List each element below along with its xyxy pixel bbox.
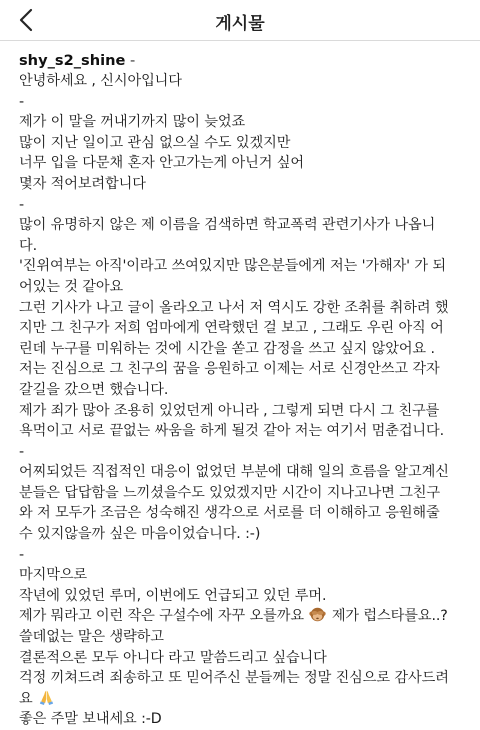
caption-line: 제가 죄가 많아 조용히 있었던게 아니라 , 그렇게 되면 다시 그 친구를 bbox=[19, 402, 440, 419]
caption-line: 작년에 있었던 루머, 이번에도 언급되고 있던 루머. bbox=[19, 587, 327, 604]
caption-text: 제가 럽스타를요..? bbox=[331, 608, 448, 625]
caption-line: 제가 이 말을 꺼내기까지 많이 늦었죠 bbox=[19, 114, 246, 131]
page-title: 게시물 bbox=[215, 14, 265, 34]
caption-line: 욕먹이고 서로 끝없는 싸움을 하게 될것 같아 저는 여기서 멈춘겁니다. bbox=[19, 423, 445, 440]
username-link[interactable]: shy_s2_shine bbox=[19, 52, 126, 69]
caption-line: 다. bbox=[19, 237, 38, 254]
caption-line: 많이 지난 일이고 관심 없으실 수도 있겠지만 bbox=[19, 134, 291, 151]
caption-line: 너무 입을 다문채 혼자 안고가는게 아닌거 싶어 bbox=[19, 155, 304, 172]
caption-line: 몇자 적어보려합니다 bbox=[19, 175, 146, 192]
author-separator: - bbox=[130, 52, 136, 69]
caption-line: 마지막으로 bbox=[19, 567, 88, 584]
caption-line: 많이 유명하지 않은 제 이름을 검색하면 학교폭력 관련기사가 나옵니 bbox=[19, 217, 436, 234]
caption-line-with-emoji bbox=[19, 606, 469, 627]
caption-line: 안녕하세요 , 신시아입니다 bbox=[19, 73, 182, 89]
caption-line: 쓸데없는 말은 생략하고 bbox=[19, 629, 164, 646]
caption-line: 수 있지않을까 싶은 마음이었습니다. :-) bbox=[19, 526, 261, 543]
caption-line: 분들은 답답함을 느끼셨을수도 있었겠지만 시간이 지나고나면 그친구 bbox=[19, 484, 441, 501]
caption-line: 어찌되었든 직접적인 대응이 없었던 부분에 대해 일의 흐름을 알고계신 bbox=[19, 464, 449, 481]
caption-line: 와 저 모두가 조금은 성숙해진 생각으로 서로를 더 이해하고 응원해줄 bbox=[19, 505, 440, 522]
caption-text: 요 bbox=[19, 690, 33, 707]
caption-line: 갈길을 갔으면 했습니다. bbox=[19, 381, 169, 398]
top-navigation-bar bbox=[0, 0, 480, 41]
caption-line: 린데 누구를 미워하는 것에 시간을 쏟고 감정을 쓰고 싶지 않았어요 . bbox=[19, 340, 435, 357]
caption-line: 어있는 것 같아요 bbox=[19, 278, 124, 295]
caption-line-with-emoji bbox=[19, 689, 469, 710]
caption-line: - bbox=[19, 443, 25, 460]
caption-line: 결론적으론 모두 아니다 라고 말씀드리고 싶습니다 bbox=[19, 649, 327, 666]
caption-line: 좋은 주말 보내세요 :-D bbox=[19, 711, 162, 728]
caption-line: 저는 진심으로 그 친구의 꿈을 응원하고 이제는 서로 신경안쓰고 각자 bbox=[19, 361, 440, 378]
caption-line: - bbox=[19, 93, 25, 110]
caption-line: 지만 그 친구가 저희 엄마에게 연락했던 걸 보고 , 그래도 우린 아직 어 bbox=[19, 320, 444, 337]
author-line bbox=[19, 50, 469, 71]
caption-line: 걱정 끼쳐드려 죄송하고 또 믿어주신 분들께는 정말 진심으로 감사드려 bbox=[19, 670, 449, 687]
caption-line: - bbox=[19, 546, 25, 563]
caption-line: - bbox=[19, 196, 25, 213]
post-caption bbox=[19, 50, 469, 730]
caption-text: 제가 뭐라고 이런 작은 구설수에 자꾸 오를까요 bbox=[19, 608, 304, 625]
caption-line: 그런 기사가 나고 글이 올라오고 나서 저 역시도 강한 조취를 취하려 했 bbox=[19, 299, 449, 316]
see-no-evil-monkey-icon bbox=[309, 606, 326, 630]
caption-line: '진위여부는 아직'이라고 쓰여있지만 많은분들에게 저는 '가해자' 가 되 bbox=[19, 258, 447, 275]
